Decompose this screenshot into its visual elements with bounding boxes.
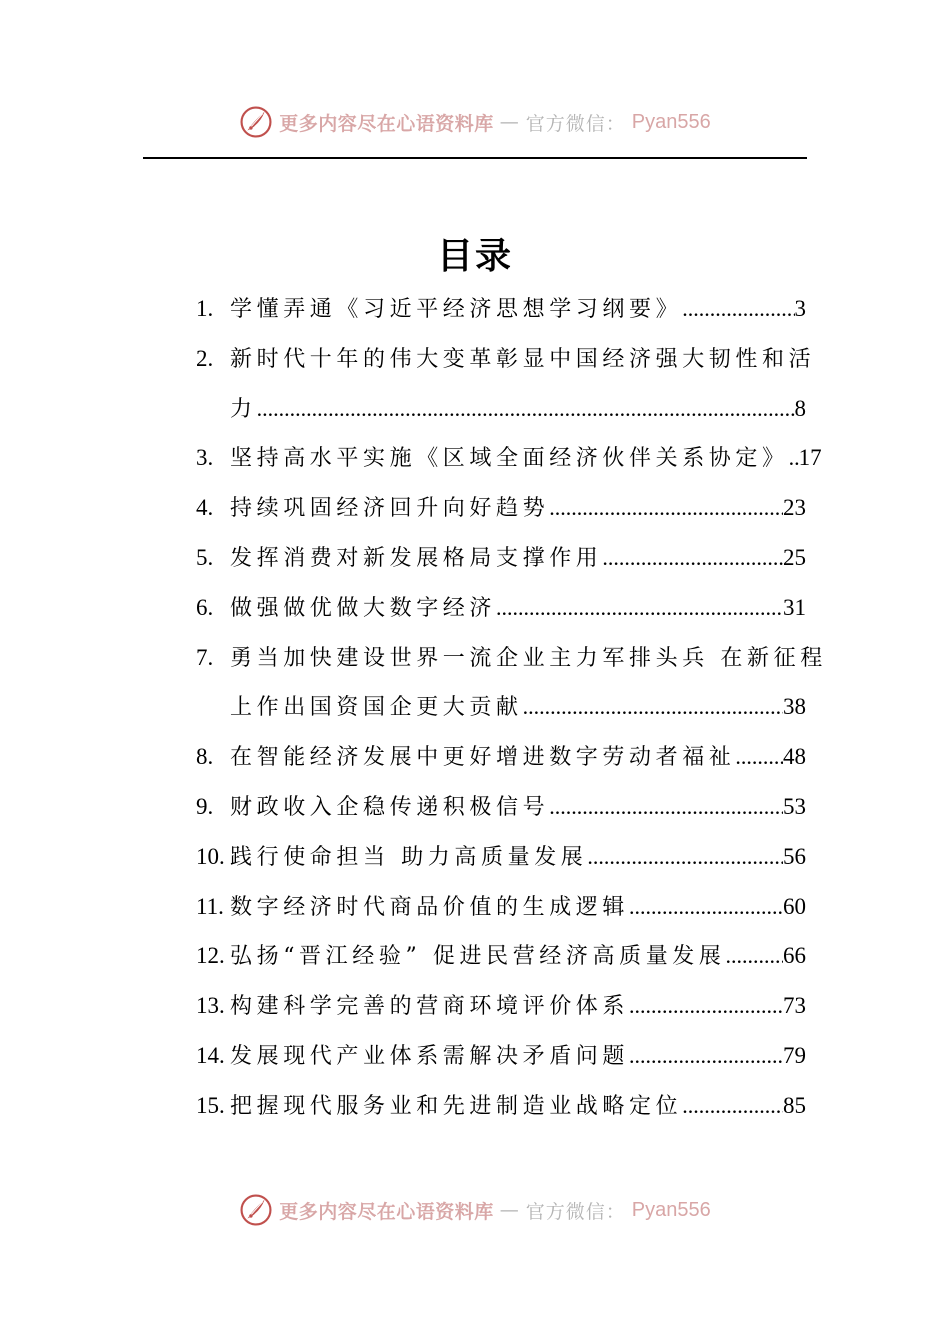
- toc-entry-title: 财政收入企稳传递积极信号: [230, 794, 550, 820]
- toc-dot-leader: [496, 583, 783, 633]
- toc-dot-leader: [549, 483, 783, 533]
- toc-entry-title: 践行使命担当 助力高质量发展: [230, 844, 588, 870]
- toc-entry-line: [196, 533, 806, 583]
- toc-entry[interactable]: [196, 633, 827, 733]
- header-watermark: [0, 100, 950, 144]
- toc-entry-page: 25: [783, 544, 806, 570]
- toc-entry-number: 12.: [196, 943, 225, 969]
- toc-entry-number: 4.: [196, 495, 214, 521]
- toc-entry-number: 10.: [196, 843, 225, 869]
- toc-entry-title: 数字经济时代商品价值的生成逻辑: [230, 894, 630, 920]
- toc-entry-number: 14.: [196, 1042, 225, 1068]
- toc-dot-leader: [789, 433, 799, 483]
- toc-entry-number: 1.: [196, 296, 214, 321]
- toc-dot-leader: [549, 782, 783, 832]
- toc-entry-number: 3.: [196, 445, 214, 471]
- toc-entry-title: 学懂弄通《习近平经济思想学习纲要》: [230, 297, 683, 322]
- toc-entry-title: 在智能经济发展中更好增进数字劳动者福祉: [230, 745, 736, 771]
- toc-entry-page: 73: [783, 993, 806, 1019]
- toc-dot-leader: [257, 384, 795, 434]
- toc-entry-title: 勇当加快建设世界一流企业主力军排头兵 在新征程: [230, 645, 827, 671]
- watermark-contact-id: Pyan556: [631, 110, 711, 133]
- watermark-contact-id: Pyan556: [631, 1198, 711, 1221]
- toc-entry[interactable]: [196, 1031, 806, 1081]
- toc-entry[interactable]: [196, 583, 806, 633]
- quill-pen-icon: [239, 1193, 273, 1227]
- toc-entry-page: 85: [783, 1092, 806, 1118]
- toc-entry-title: 弘扬“晋江经验” 促进民营经济高质量发展: [230, 944, 726, 970]
- quill-pen-icon: [239, 105, 273, 139]
- toc-entry-page: 56: [783, 843, 806, 869]
- toc-entry[interactable]: [196, 832, 806, 882]
- toc-entry-line: [196, 433, 822, 483]
- toc-entry-line: [196, 882, 806, 932]
- toc-dot-leader: [629, 882, 783, 932]
- toc-dot-leader: [602, 533, 783, 583]
- toc-dot-leader: [629, 981, 783, 1031]
- toc-dot-leader: [523, 682, 783, 732]
- toc-entry-title: 持续巩固经济回升向好趋势: [230, 496, 550, 522]
- toc-dot-leader: [735, 732, 783, 782]
- watermark-contact-label: 官方微信：: [525, 112, 626, 135]
- toc-entry[interactable]: [196, 334, 816, 434]
- toc-entry-line: [196, 483, 806, 533]
- toc-entry-number: 9.: [196, 793, 214, 819]
- toc-entry-continuation: [196, 682, 806, 732]
- toc-dot-leader: [682, 1081, 783, 1131]
- toc-entry-title: 做强做优做大数字经济: [230, 595, 497, 621]
- watermark-brand: 更多内容尽在心语资料库: [279, 1200, 494, 1223]
- toc-entry[interactable]: [196, 782, 806, 832]
- toc-entry[interactable]: [196, 981, 806, 1031]
- toc-entry-page: 53: [783, 793, 806, 819]
- toc-entry-line: [196, 931, 806, 981]
- toc-dot-leader: [629, 1031, 783, 1081]
- toc-entry-title: 力: [230, 396, 257, 422]
- watermark-separator: —: [499, 1199, 520, 1221]
- toc-dot-leader: [587, 832, 783, 882]
- toc-entry-line: [196, 334, 816, 384]
- toc-entry-title: 上作出国资国企更大贡献: [230, 695, 523, 721]
- toc-entry-number: 13.: [196, 993, 225, 1019]
- toc-entry[interactable]: [196, 1081, 806, 1131]
- toc-entry-line: [196, 284, 806, 334]
- toc-entry[interactable]: [196, 483, 806, 533]
- toc-entry-title: 发展现代产业体系需解决矛盾问题: [230, 1043, 630, 1069]
- toc-entry-line: [196, 1081, 806, 1131]
- toc-entry-page: 66: [783, 943, 806, 969]
- toc-entry-number: 6.: [196, 594, 214, 620]
- footer-watermark: [0, 1188, 950, 1232]
- toc-entry-page: 79: [783, 1042, 806, 1068]
- watermark-brand: 更多内容尽在心语资料库: [279, 112, 494, 135]
- watermark-separator: —: [499, 111, 520, 133]
- toc-entry-page: 8: [794, 395, 806, 421]
- toc-dot-leader: [726, 931, 784, 981]
- toc-dot-leader: [682, 284, 794, 334]
- toc-entry-page: 48: [783, 744, 806, 770]
- toc-entry-page: 17: [798, 445, 822, 471]
- toc-entry-title: 坚持高水平实施《区域全面经济伙伴关系协定》: [230, 446, 789, 472]
- toc-entry[interactable]: [196, 433, 822, 483]
- toc-entry-number: 7.: [196, 644, 214, 670]
- page-title: 目录: [436, 235, 513, 277]
- toc-entry-line: [196, 981, 806, 1031]
- toc-entry-title: 新时代十年的伟大变革彰显中国经济强大韧性和活: [230, 346, 816, 372]
- toc-entry-continuation: [196, 384, 806, 434]
- toc-entry-page: 23: [783, 495, 806, 521]
- toc-entry[interactable]: [196, 732, 806, 782]
- toc-entry-page: 3: [794, 296, 806, 321]
- toc-entry-page: 38: [783, 694, 806, 720]
- toc-entry-number: 8.: [196, 744, 214, 770]
- toc-entry-number: 5.: [196, 544, 214, 570]
- toc-entry-line: [196, 633, 827, 683]
- toc-entry-title: 发挥消费对新发展格局支撑作用: [230, 545, 603, 571]
- toc-entry[interactable]: [196, 533, 806, 583]
- toc-entry-title: 把握现代服务业和先进制造业战略定位: [230, 1093, 683, 1119]
- header-divider: [143, 157, 807, 159]
- toc-entry[interactable]: [196, 882, 806, 932]
- toc-entry[interactable]: [196, 931, 806, 981]
- toc-entry-title: 构建科学完善的营商环境评价体系: [230, 994, 630, 1020]
- toc-entry-number: 11.: [196, 893, 224, 919]
- table-of-contents: [196, 284, 827, 1131]
- toc-entry[interactable]: [196, 284, 806, 334]
- toc-entry-line: [196, 732, 806, 782]
- toc-entry-line: [196, 1031, 806, 1081]
- toc-entry-number: 15.: [196, 1092, 225, 1118]
- toc-entry-page: 60: [783, 893, 806, 919]
- toc-entry-page: 31: [783, 594, 806, 620]
- watermark-contact-label: 官方微信：: [525, 1200, 626, 1223]
- toc-entry-line: [196, 832, 806, 882]
- toc-entry-number: 2.: [196, 345, 214, 371]
- toc-entry-line: [196, 583, 806, 633]
- toc-entry-line: [196, 782, 806, 832]
